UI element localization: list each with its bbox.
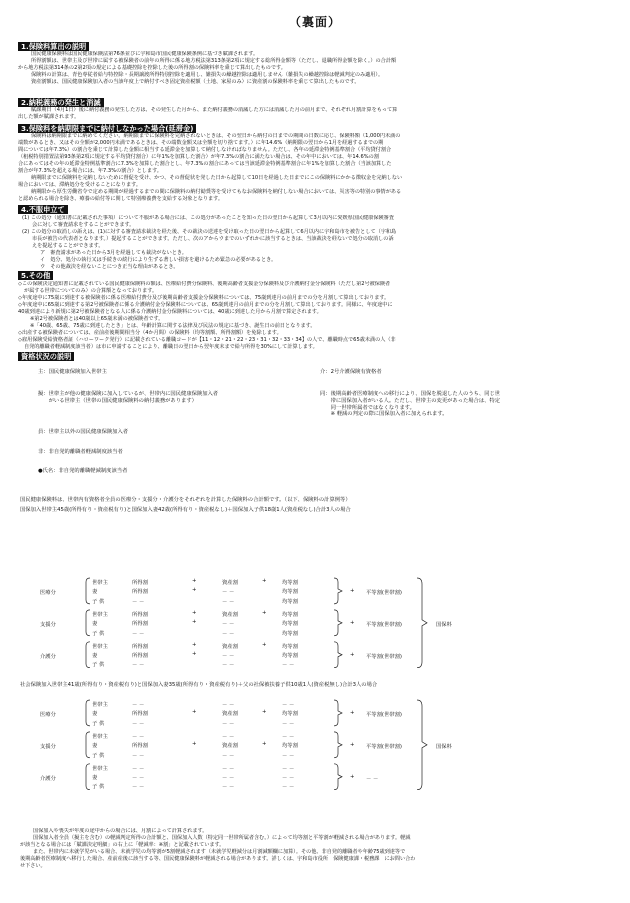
flat-rate-share: 平等割(世帯割) [366,743,402,750]
bracket-stroke [86,700,90,726]
income-share: 所得割 [132,621,148,628]
text-line: ◇年度途中に65歳に到達する第2号被保険者に係る介護納付金分保険料については、65歳到達月の前月までの分を月割して算出しております。同様に、年度途中に [18,302,393,309]
section-heading-6: 資格状況の説明 [18,352,74,361]
section-heading-4: 4.不服申立て [18,205,68,214]
per-capita-share: － － [282,784,295,791]
text-line: 国民健康保険料は国民健康保険法第76条並びに宇和島市国民健康保険条例に基づき賦課されます。 [31,51,259,57]
text-line: また、世帯内に未就学児がいる場合、未就学児の均等割が5割軽減されます（未就学児軽減分は月割減額欄に加算）。その他、非自発的離職者や年齢75歳到達等で [33,849,406,856]
member-label: 子 供 [92,752,105,759]
asset-share: 資産割 [222,643,238,650]
member-label: 世帯主 [92,580,108,586]
text-line: 同：後期高齢者医療制度への移行により、国保を脱退した人のうち、同じ世 [320,391,501,397]
income-share: － － [132,662,145,669]
per-capita-share: 均等割 [282,589,298,596]
member-label: 子 供 [92,630,105,637]
plus-sign: + [192,619,197,626]
text-line: えを提起することができます。 [32,243,104,250]
text-line: 場合においては、滞納処分を受けることになります。 [18,182,141,189]
asset-share: － － [222,720,235,727]
plus-sign: + [192,651,197,658]
section-heading-5: 5.その他 [18,271,53,280]
income-share: － － [132,765,145,772]
footer-notes [20,828,615,870]
explain-line-3: 社会保険加入世帯主41歳(所得有り・資産税有り)と国保加入妻35歳(所得有り・資産税有り)＋父の社保被扶養子供10歳1人(資産税無し)合計3人の場合 [20,682,378,688]
income-share: 所得割 [132,643,148,650]
per-capita-share: － － [282,765,295,772]
text-line: ◇年度途中に75歳に到達する被保険者に係る医療給付費分及び後期高齢者支援金分保険料については、75歳到達月の前月までの分を月割して算出しております。 [18,295,390,302]
per-capita-share: － － [282,752,295,759]
flat-rate-share: 平等割(世帯割) [366,653,402,660]
text-line: 市長が被告の代表者となります。）提起することができます。ただし、次のアからウまでのいずれかに該当するときは、当該裁決を経ないで処分の取消しの訴 [32,236,394,243]
per-capita-share: － － [282,662,295,669]
member-label: 世帯主 [92,765,108,772]
text-line: 納期限から厚生労働省令で定める期間が経過するまでの間に保険料の納付勧奨等を受けてもなお保険料を納付しない場合においては、災害等の特別の事情がある [31,189,402,196]
text-line: せ下さい。 [20,863,46,870]
explain-line-2: 国保加入世帯主45歳(所得有り・資産税有り)と国保加入妻42歳(所得有り・資産税なし)＋国保加入子供18歳1人(資産税なし)合計3人の場合 [20,507,351,513]
flat-rate-share: 平等割(世帯割) [366,711,402,718]
per-capita-share: 均等割 [282,711,298,718]
text-line: がいる世帯主（世帯の国民健康保険料の納付義務があります） [38,397,197,404]
text-line: ◇出産する被保険者については、産前産後期間相当分（4か月間）の保険料（均等割額、所得割額）を免除します。 [18,330,282,337]
member-label: 子 供 [92,598,105,605]
member-label: 妻 [92,653,98,660]
flat-rate-share: 平等割(世帯割) [366,621,402,628]
asset-share: 資産割 [222,580,238,586]
member-label: 妻 [92,775,98,782]
per-capita-share: 均等割 [282,643,298,650]
legend-in: 員：世帯主以外の国民健康保険加入者 [38,429,129,435]
per-capita-share: － － [282,720,295,727]
plus-sign: + [350,587,355,594]
text-line: 国保加入者全員（擬主を含む）の軽減判定所得の合計額と、国保加入人数（特定同一世帯所属者含む。）によって均等割と平等割が軽減される場合があります。軽減 [33,835,411,842]
plus-sign: + [262,641,267,648]
plus-sign: + [192,587,197,594]
member-label: 子 供 [92,662,105,669]
text-line: 保険料の計算は、青色専従者給与特控除・長期譲渡所得特別控除を適用し、雑損失の繰越控除は適用しません（雑損失の繰越控除は軽減判定のみ適用）。 [31,72,384,79]
asset-share: － － [222,702,235,708]
member-label: 世帯主 [92,733,108,740]
text-line: 同一世帯所属者ではなくなります。 [320,404,415,411]
section-heading-3: 3.保険料を納期限までに納付しなかった場合(延滞金) [18,124,196,133]
plus-sign: + [262,609,267,616]
text-line: が属する世帯についてのみ）の合算額となっております。 [24,288,158,295]
asset-share: 資産割 [222,743,238,750]
asset-share: － － [222,621,235,628]
text-line: 後期高齢者医療制度へ移行した場合、産前産後に該当する等、国民健康保険料が軽減される場合があります。詳しくは、宇和島市役所 保険健康課・税務課 にお問い合わ [20,856,416,863]
bracket-stroke [334,700,342,726]
text-line: 自発的離職者軽減制度該当者）は市に申請することにより、離職日の翌日から翌年度末まで給与所得を30%にして計算します。 [24,344,318,351]
flat-rate-share: 平等割(世帯割) [366,589,402,596]
legend-kai: 介：2号介護保険有資格者 [320,369,382,375]
plus-sign: + [350,709,355,716]
per-capita-share: 均等割 [282,611,298,618]
text-line: ◇雇用保険受給資格者証（ハローワーク発行）に記載されている離職コードが【11・12・21・22・23・31・32・33・34】の人で、離職時点で65歳未満の人（非 [18,337,396,344]
group-label: 医療分 [40,589,56,596]
plus-sign: + [192,741,197,748]
group-label: 支援分 [40,743,56,750]
asset-share: － － [222,765,235,772]
text-line: 擬：世帯主が他の健康保険に加入しているが、世帯内に国民健康保険加入者 [38,391,219,397]
legend-hi: 非：非自発的離職者軽減制度該当者 [38,449,123,455]
per-capita-share: 均等割 [282,630,298,637]
member-label: 妻 [92,621,98,628]
income-share: 所得割 [132,743,148,750]
asset-share: － － [222,775,235,782]
text-line: 合にあってはその年の延滞金特例基準割合に7.3%を加算した割合とし、年7.3%の割合にあっては当該延滞金特例基準割合に年1%を加算した割合（当該加算した [18,161,392,168]
text-line: 保険料は納期限までに納めてください。納期限までに保険料を完納されないときは、その翌日から納付の日までの期間の日数に応じ、保険料額（1,000円未満の [31,133,401,139]
per-capita-share: 均等割 [282,580,298,586]
text-line: が該当となる場合には「賦課決定明細」の右上に「軽減率：※割」と記載されています。 [20,842,225,849]
income-share: － － [132,752,145,759]
text-line: 帯に国保加入者がいる人。ただし、世帯主の変更があった場合は、特定 [320,397,501,404]
text-line: ア 審査請求があった日から3月を経過しても裁決がないとき。 [40,250,187,257]
text-line: ウ その他裁決を経ないことにつき正当な理由があるとき。 [40,264,179,271]
member-label: 子 供 [92,720,105,727]
explain-line-1: 国民健康保険料は、世帯内有資格者全員の医療分・支援分・介護分をそれぞれを計算した保険料の合計額です。（以下、保険料の計算例等） [20,497,351,503]
per-capita-share: 均等割 [282,743,298,750]
income-share: － － [132,775,145,782]
bracket-stroke [86,764,90,790]
per-capita-share: 均等割 [282,653,298,660]
asset-share: － － [222,589,235,596]
member-label: 世帯主 [92,643,108,650]
per-capita-share: 均等割 [282,598,298,605]
text-line: と認められる場合を除き、療養の給付等に関して特別療養費を支給する対象となります。 [18,196,224,203]
bracket-stroke [86,732,90,758]
income-share: 所得割 [132,580,148,586]
plus-sign: + [192,709,197,716]
per-capita-share: － － [282,733,295,740]
income-share: 所得割 [132,611,148,618]
member-label: 子 供 [92,784,105,791]
plus-sign: + [262,709,267,716]
total-label: 国保料 [436,743,452,750]
bracket-stroke [334,732,342,758]
income-share: 所得割 [132,711,148,718]
asset-share: － － [222,653,235,660]
text-line: 端数があるとき、又はその全額が2,000円未満であるときは、その端数金額又は全額を切り捨てます。）に年14.6%（納期限の翌日から1月を経過するまでの期 [18,140,384,147]
plus-sign: + [350,619,355,626]
flat-rate-share: － － [366,775,379,782]
text-line: 間については年7.3%）の割合を乗じて計算した金額に相当する延滞金を加算して納付しなければなりません。ただし、各年の延滞金特例基準割合（平均貸付割合 [18,147,392,154]
section-heading-2: 2.納税義務の発生と消滅 [18,98,104,107]
plus-sign: + [262,578,267,584]
text-line: ※第2号被保険者とは40歳以上65歳未満の被保険者です。 [30,316,164,323]
text-line: ◇この保険決定通知書に記載されている国民健康保険料の額は、医療給付費分保険料、後期高齢者支援金分保険料及び介護納付金分保険料（ただし第2号被保険者 [18,281,391,287]
asset-share: 資産割 [222,711,238,718]
text-line: 資産割額は、国民健康保険加入者の当該年度上で納付すべき固定資産税額（土地、家屋のみ）に資産割の保険料率を乗じて算出したものです。 [31,79,360,86]
plus-sign: + [350,651,355,658]
plus-sign: + [350,773,355,780]
asset-share: － － [222,662,235,669]
legend-shu: 主：国民健康保険加入世帯主 [38,369,107,375]
income-share: － － [132,630,145,637]
income-share: － － [132,784,145,791]
plus-sign: + [192,578,197,584]
text-line: 国保加入や喪失が年度の途中からの場合には、月割によって計算されます。 [33,828,208,834]
legend-marker: ●氏名：非自発的離職軽減制度該当者 [38,468,128,474]
asset-share: － － [222,784,235,791]
per-capita-share: 均等割 [282,621,298,628]
text-line: イ 処分、処分の執行又は手続きの続行により生ずる著しい損害を避けるため緊急の必要があるとき。 [40,257,277,264]
group-label: 支援分 [40,621,56,628]
text-line: 出した額が賦課されます。 [18,114,80,121]
group-label: 医療分 [40,711,56,718]
plus-sign: + [192,641,197,648]
text-line: ※「40歳、65歳、75歳に到達したとき」とは、年齢計算に関する法律及び民法の規定に基づき、誕生日の前日となります。 [30,323,316,330]
income-share: － － [132,598,145,605]
text-line: 割合が年7.3%を超える場合には、年7.3%の割合）とします。 [18,168,162,175]
bracket-stroke [334,764,342,790]
asset-share: － － [222,630,235,637]
per-capita-share: － － [282,702,295,708]
page-title: （裏面） [288,15,341,29]
member-label: 妻 [92,711,98,718]
text-line: 納期限までに保険料を完納しないために督促を受け、かつ、その督促状を発した日から起算して10日を経過した日までにこの保険料にかかる徴収金を完納しない [31,175,403,182]
group-label: 介護分 [40,653,56,660]
income-share: － － [132,720,145,727]
asset-share: － － [222,598,235,605]
group-label: 介護分 [40,775,56,782]
text-line: （租税特別措置法第93条第2項に規定する平均貸付割合）に年1%を加算した割合）が年7.3%の割合に満たない場合は、その年中においては、年14.6%の割 [18,154,379,161]
member-label: 世帯主 [92,702,108,708]
section-heading-1: 1.保険料算出の説明 [18,42,89,51]
total-label: 国保料 [436,621,452,628]
text-line: ※ 軽減の判定の際に国保加入者に加えられます。 [320,411,448,418]
income-share: 所得割 [132,653,148,660]
member-label: 世帯主 [92,611,108,618]
per-capita-share: － － [282,775,295,782]
member-label: 妻 [92,589,98,596]
member-label: 妻 [92,743,98,750]
plus-sign: + [262,741,267,748]
plus-sign: + [192,609,197,616]
income-share: － － [132,733,145,740]
text-line: 所得割額は、世帯主及び世帯に属する被保険者の前年の所得に係る地方税法第313条第2項に規定する総所得金額等（ただし、退職所得金額を除く。）の合計額 [31,58,397,65]
text-line: (2) この処分の取消しの訴えは、(1)に対する審査請求裁決を経た後、その裁決の送達を受け取った日の翌日から起算して6月以内に宇和島市を被告として（宇和島 [22,229,397,236]
asset-share: 資産割 [222,611,238,618]
asset-share: － － [222,733,235,740]
income-share: － － [132,702,145,708]
bracket-stroke [417,700,427,790]
plus-sign: + [350,741,355,748]
text-line: 会に対して審査請求をすることができます。 [32,222,135,229]
income-share: 所得割 [132,589,148,596]
text-line: (1) この処分（通知書に記載された事項）について不服がある場合には、この処分があったことを知った日の翌日から起算して3月以内に愛媛県国民健康保険審査 [22,215,394,221]
text-line: 40歳到達により新規に第2号被保険者となる人に係る介護納付金分保険料については、40歳に到達した月から月割で算定されます。 [18,309,322,316]
text-line: から地方税法第314条の2第2項の規定による基礎控除を控除した後の所得割の保険料率を乗じて算出したものです。 [18,65,286,72]
text-line: 賦課期日（4月1日）後に納付義務の発生した方は、その発生した月から、また納付義務の消滅した方には消滅した月の前月まで、それぞれ月割計算をもって算 [31,107,398,113]
asset-share: － － [222,752,235,759]
